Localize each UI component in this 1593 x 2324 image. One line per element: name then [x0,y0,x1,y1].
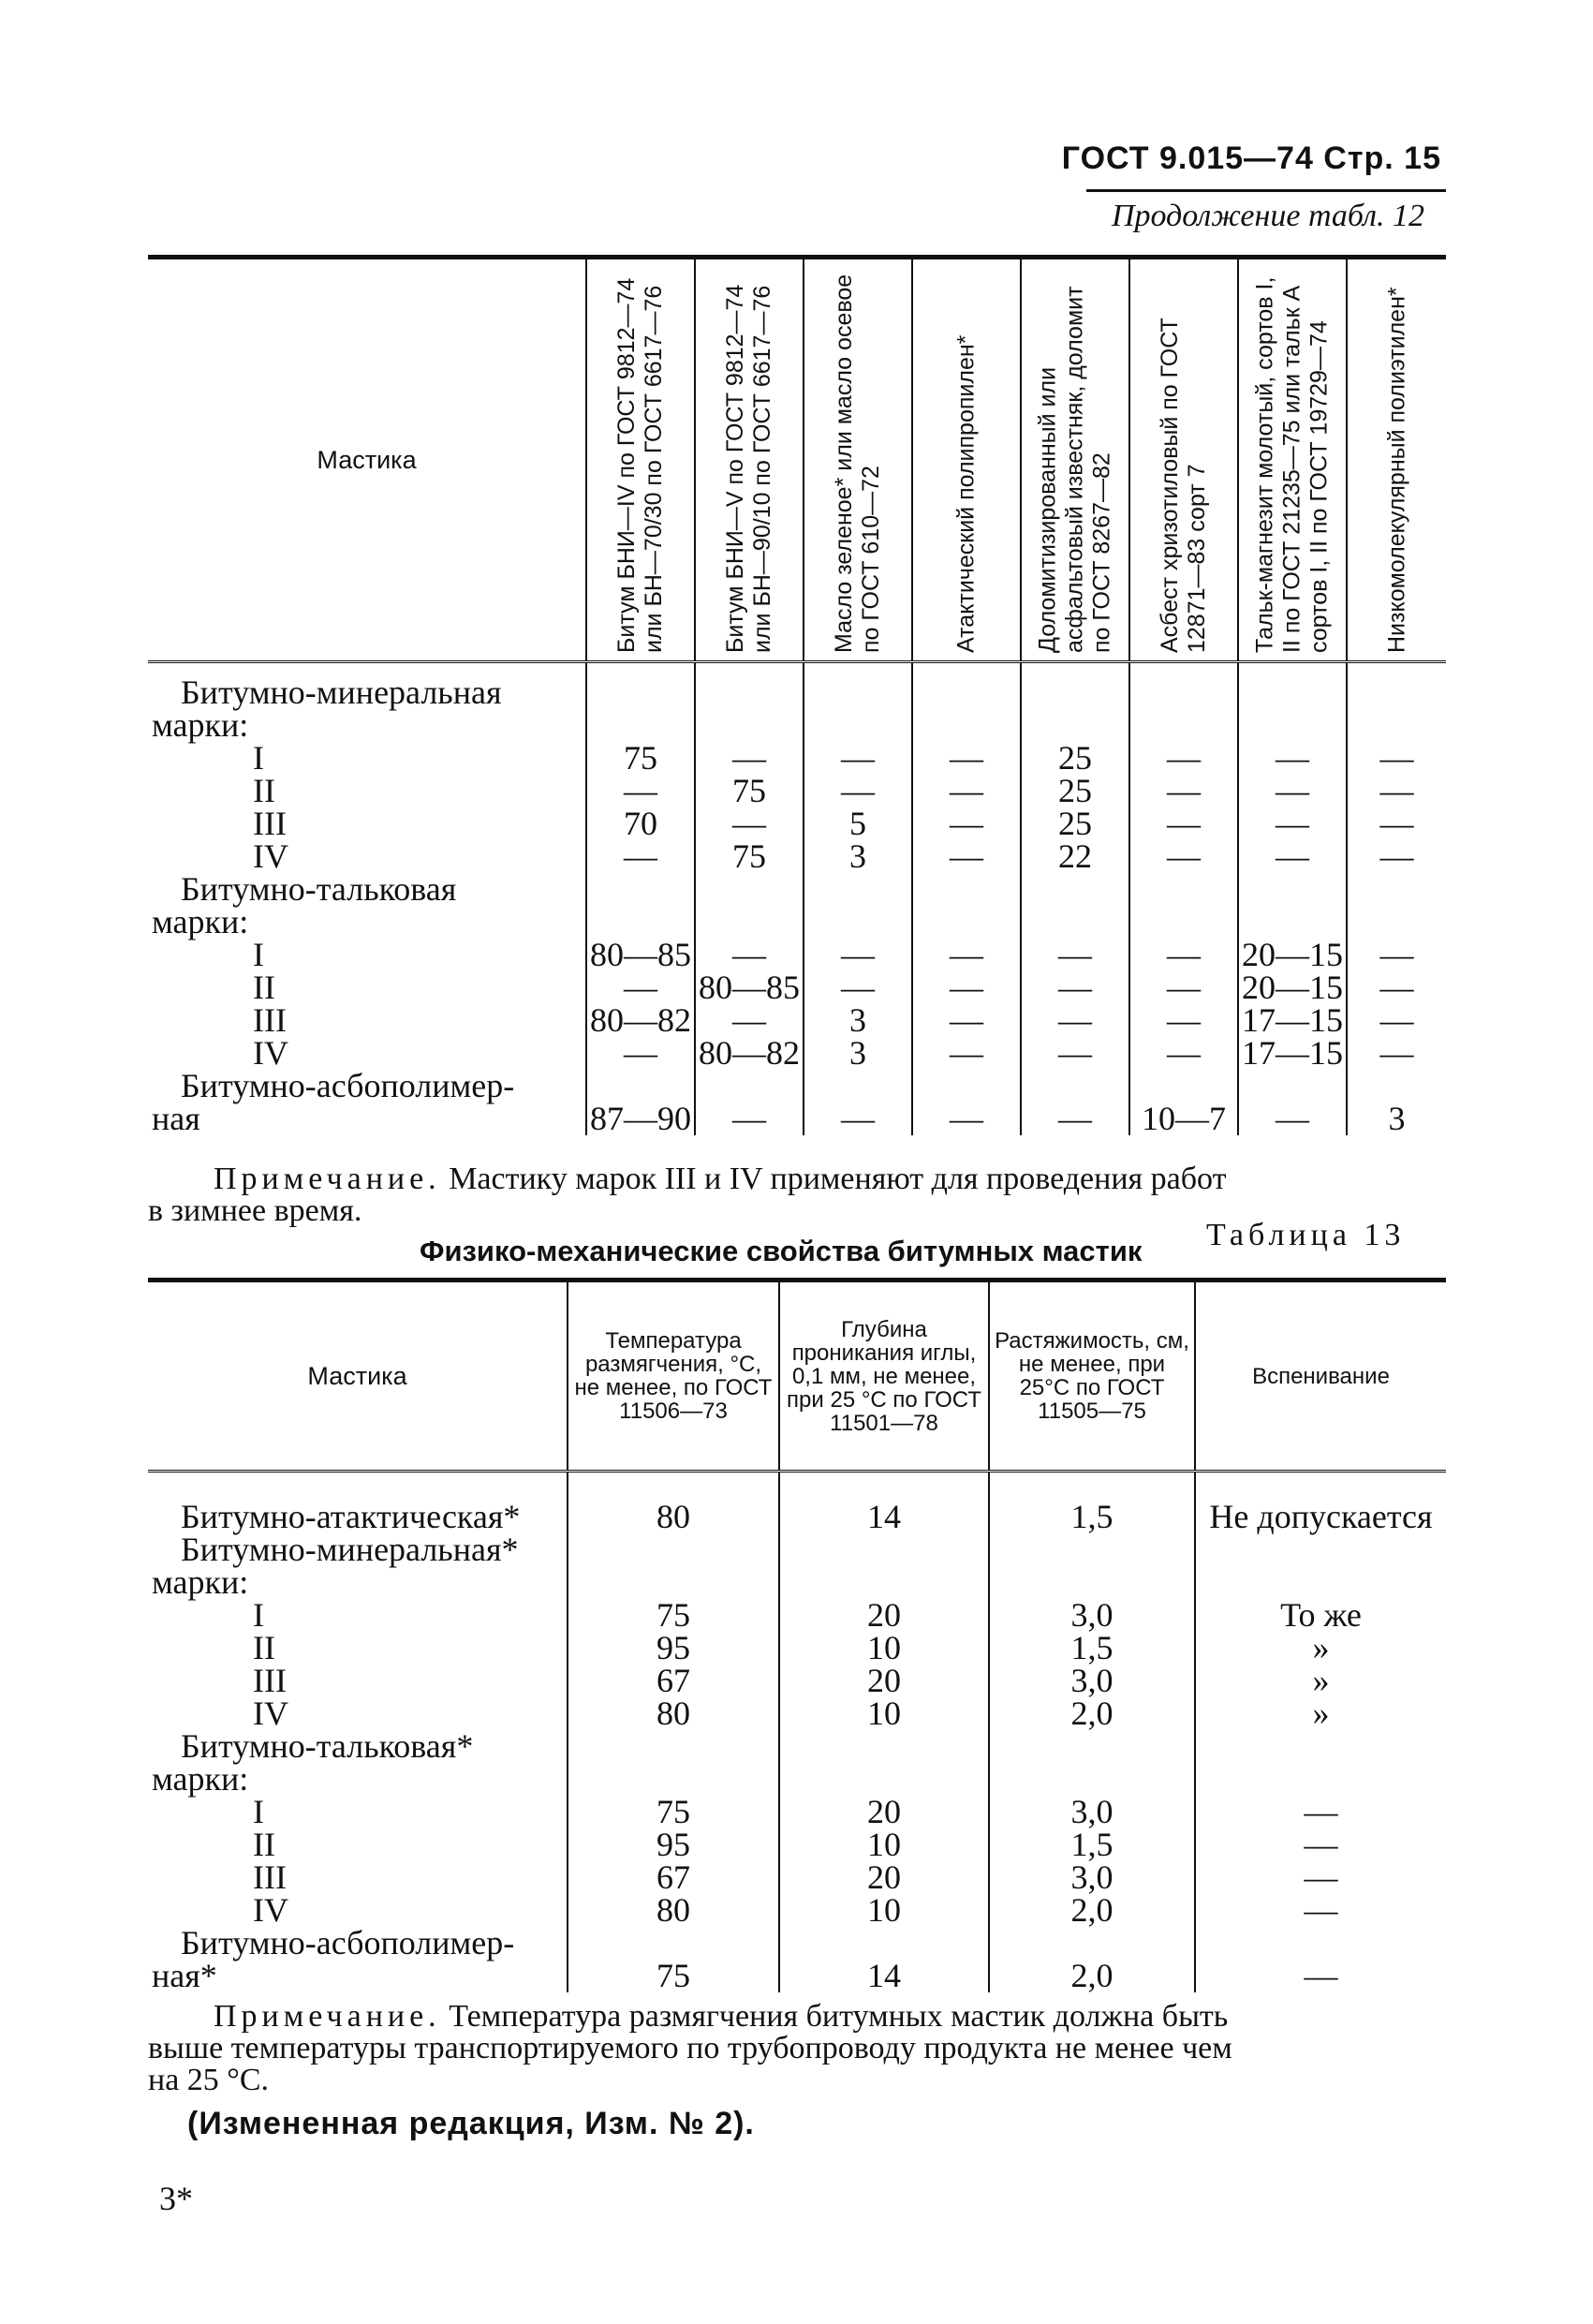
table-cell [1238,676,1347,709]
table-pad-cell [1021,662,1129,677]
running-head: ГОСТ 9.015—74 Стр. 15 [1061,141,1441,176]
table-cell [695,1070,804,1103]
table-row [148,1828,1446,1861]
table-row [148,1927,1446,1960]
table-pad-cell [695,662,804,677]
table-cell: 75 [568,1796,779,1828]
table-cell: — [1347,742,1446,775]
row-label: III [253,805,287,842]
table-cell: — [912,971,1021,1004]
table-13-body [148,1472,1446,1993]
table-pad-cell [586,662,695,677]
table-row [148,775,1446,807]
table-cell: 20 [779,1796,989,1828]
table-12-note [214,1163,1226,1195]
row-label: Битумно-минеральная* [181,1531,519,1568]
table-cell [1238,873,1347,906]
table-cell: — [1195,1861,1446,1894]
table-cell: — [1129,807,1238,840]
table-pad-cell [1195,1472,1446,1502]
table-cell [695,709,804,742]
table-cell: 10 [779,1828,989,1861]
table-cell [1238,1070,1347,1103]
table-cell [1129,906,1238,939]
table-cell: — [1195,1828,1446,1861]
row-label: III [253,1001,287,1039]
table-cell [1129,676,1238,709]
table-cell: 70 [586,807,695,840]
table-cell: — [1021,939,1129,971]
table-cell: — [1195,1796,1446,1828]
table-cell: 67 [568,1665,779,1697]
table-cell: — [1021,1004,1129,1037]
table-cell [695,676,804,709]
table-12-note-cont: в зимнее время. [148,1193,362,1228]
table-row [148,1103,1446,1135]
table-13-title: Физико-механические свойства битумных мастик [420,1235,1143,1267]
table-cell [1195,1763,1446,1796]
table-cell [1238,906,1347,939]
table-12-col-header-text: Масло зеленое* или масло осевое по ГОСТ 610—72 [831,274,884,653]
table-cell [912,676,1021,709]
table-cell [989,1763,1195,1796]
table-cell [586,906,695,939]
row-label: марки: [152,903,249,940]
table-cell: — [695,1004,804,1037]
table-cell: — [1347,840,1446,873]
table-cell [586,709,695,742]
table-cell: 80—85 [586,939,695,971]
table-12-col-header: Мастика [148,258,586,662]
note-text: Мастику марок III и IV применяют для проведения работ [449,1162,1227,1196]
table-cell: 2,0 [989,1894,1195,1927]
table-cell: — [1347,807,1446,840]
table-cell: — [1238,742,1347,775]
table-cell: — [1129,1037,1238,1070]
table-cell: 25 [1021,775,1129,807]
row-label: Битумно-атактическая* [181,1498,521,1535]
table-13-header-row [148,1280,1446,1472]
row-label: ная* [152,1957,217,1994]
table-cell [568,1566,779,1599]
table-13-col-header: Температура размягчения, °С, не менее, по ГОСТ 11506—73 [568,1280,779,1472]
table-12-header-row [148,258,1446,662]
table-cell: — [912,807,1021,840]
table-row [148,1763,1446,1796]
table-cell: — [912,1037,1021,1070]
table-cell [568,1533,779,1566]
table-12-col-header [1238,258,1347,662]
table-cell [989,1927,1195,1960]
table-row [148,1566,1446,1599]
table-cell [779,1566,989,1599]
table-cell [1347,1070,1446,1103]
table-row [148,1796,1446,1828]
table-cell: — [695,807,804,840]
table-cell [1021,873,1129,906]
table-cell: 22 [1021,840,1129,873]
table-cell [568,1927,779,1960]
note-prefix: Примечание. [214,1999,441,2034]
table-cell [912,709,1021,742]
table-13-note-cont: выше температуры транспортируемого по трубопроводу продукта не менее чем [148,2031,1232,2065]
table-row [148,939,1446,971]
table-cell: 3,0 [989,1665,1195,1697]
table-cell: 80 [568,1501,779,1533]
header-rule [1086,189,1446,192]
table-cell: 1,5 [989,1828,1195,1861]
row-label: I [253,936,264,973]
table-13-col-header: Растяжимость, см, не менее, при 25°С по ГОСТ 11505—75 [989,1280,1195,1472]
row-label: марки: [152,1760,249,1798]
table-cell [779,1763,989,1796]
table-12-col-header [695,258,804,662]
table-row [148,1697,1446,1730]
table-cell: — [1129,742,1238,775]
table-pad-cell [148,1472,568,1502]
table-cell: 95 [568,1632,779,1665]
table-cell: — [586,971,695,1004]
table-13-col-header: Вспенивание [1195,1280,1446,1472]
table-cell: 87—90 [586,1103,695,1135]
table-row [148,1501,1446,1533]
table-cell [1021,1070,1129,1103]
row-label: IV [253,1034,288,1072]
table-cell: 20 [779,1599,989,1632]
table-cell: 80 [568,1894,779,1927]
row-label: Битумно-тальковая* [181,1727,474,1765]
table-cell: — [804,971,912,1004]
row-label: II [253,969,275,1006]
table-cell: — [804,1103,912,1135]
row-label: Битумно-асбополимер- [181,1067,515,1104]
table-cell [695,906,804,939]
table-cell: — [586,1037,695,1070]
table-cell [1347,709,1446,742]
row-label: Битумно-минеральная [181,674,502,711]
table-pad-cell [1238,662,1347,677]
table-12-col-header [804,258,912,662]
table-cell [804,709,912,742]
table-13-col-header: Глубина проникания иглы, 0,1 мм, не менее, при 25 °С по ГОСТ 11501—78 [779,1280,989,1472]
table-cell [568,1730,779,1763]
table-row [148,742,1446,775]
table-cell: — [1347,775,1446,807]
table-cell: — [1129,971,1238,1004]
note-prefix: Примечание. [214,1162,441,1196]
table-cell: 75 [695,775,804,807]
table-pad-row [148,1472,1446,1502]
table-pad-cell [779,1472,989,1502]
table-12-col-header [1129,258,1238,662]
table-cell: 25 [1021,742,1129,775]
table-cell: — [1347,1004,1446,1037]
table-cell: — [804,742,912,775]
table-cell: 17—15 [1238,1037,1347,1070]
table-12-col-header-text: Атактический полипропилен* [952,334,980,653]
row-label: IV [253,1695,288,1732]
table-cell: — [912,1103,1021,1135]
table-cell: 3,0 [989,1861,1195,1894]
table-cell [1021,709,1129,742]
table-12-col-header [1347,258,1446,662]
table-cell: 1,5 [989,1501,1195,1533]
table-cell: 17—15 [1238,1004,1347,1037]
table-cell: 20—15 [1238,971,1347,1004]
table-cell: 10 [779,1894,989,1927]
table-cell: 80—85 [695,971,804,1004]
table-cell: — [1021,1037,1129,1070]
table-cell: — [804,775,912,807]
table-cell: 3,0 [989,1599,1195,1632]
table-cell: 10 [779,1697,989,1730]
table-cell [1195,1927,1446,1960]
table-cell: 80—82 [586,1004,695,1037]
table-cell: 14 [779,1960,989,1992]
table-cell: — [695,742,804,775]
table-cell: 20 [779,1665,989,1697]
table-cell [912,873,1021,906]
table-12-body [148,662,1446,1136]
note-text: Температура размягчения битумных мастик должна быть [449,1999,1229,2034]
table-12-col-header-text: Битум БНИ—IV по ГОСТ 9812—74 или БН—70/30 по ГОСТ 6617—76 [613,277,667,653]
table-12-col-header [912,258,1021,662]
table-cell [989,1566,1195,1599]
table-cell: — [695,939,804,971]
table-cell [1195,1533,1446,1566]
table-cell: — [1195,1960,1446,1992]
table-cell: — [1129,1004,1238,1037]
table-cell: 75 [568,1960,779,1992]
table-cell [1129,709,1238,742]
row-label: I [253,1596,264,1634]
table-cell [779,1927,989,1960]
table-cell: 3 [804,1004,912,1037]
table-12 [148,255,1446,1135]
row-label: марки: [152,1563,249,1601]
table-cell: — [586,840,695,873]
table-row [148,1533,1446,1566]
table-row [148,1037,1446,1070]
table-13 [148,1278,1446,1992]
table-row [148,676,1446,709]
table-cell: 3 [1347,1103,1446,1135]
row-label: Битумно-асбополимер- [181,1924,515,1961]
table-cell [1238,709,1347,742]
table-cell [1129,873,1238,906]
table-cell: То же [1195,1599,1446,1632]
table-row [148,1960,1446,1992]
table-cell [912,906,1021,939]
table-cell: — [912,939,1021,971]
table-cell [804,906,912,939]
table-row [148,1894,1446,1927]
table-12-col-header-text: Тальк-магнезит молотый, сортов I, II по ГОСТ 21235—75 или тальк А сортов I, II по ГОСТ 19729—74 [1251,276,1333,653]
table-cell: 3,0 [989,1796,1195,1828]
table-cell: 3 [804,1037,912,1070]
amendment-note: (Измененная редакция, Изм. № 2). [187,2106,755,2141]
continuation-note: Продолжение табл. 12 [1111,199,1424,233]
row-label: ная [152,1100,200,1137]
table-row [148,807,1446,840]
table-cell: 14 [779,1501,989,1533]
table-cell: — [1347,1037,1446,1070]
table-cell: 10 [779,1632,989,1665]
table-cell [1347,873,1446,906]
table-13-note [214,2001,1228,2033]
table-pad-cell [568,1472,779,1502]
table-cell: — [804,939,912,971]
row-label: II [253,1826,275,1863]
table-row [148,971,1446,1004]
table-row [148,873,1446,906]
table-cell: — [1238,1103,1347,1135]
table-cell [1129,1070,1238,1103]
table-cell [586,873,695,906]
table-pad-cell [804,662,912,677]
table-cell [779,1533,989,1566]
table-12-col-header-text: Низкомолекулярный полиэтилен* [1383,287,1409,653]
table-cell: — [1021,1103,1129,1135]
table-row [148,1861,1446,1894]
table-cell: 75 [695,840,804,873]
row-label: IV [253,837,288,875]
table-pad-cell [912,662,1021,677]
table-cell: — [1238,775,1347,807]
table-12-col-header-text: Асбест хризотиловый по ГОСТ 12871—83 сорт 7 [1157,318,1210,653]
table-cell: — [912,1004,1021,1037]
table-cell [586,676,695,709]
table-cell: — [912,742,1021,775]
row-label: IV [253,1891,288,1929]
table-cell: 95 [568,1828,779,1861]
table-row [148,1730,1446,1763]
table-cell [695,873,804,906]
table-13-note-cont: на 25 °С. [148,2063,270,2097]
table-cell [804,1070,912,1103]
row-label: III [253,1858,287,1896]
table-cell: — [1195,1894,1446,1927]
table-cell: — [1129,840,1238,873]
table-cell [779,1730,989,1763]
table-cell: » [1195,1665,1446,1697]
table-cell: — [1021,971,1129,1004]
table-cell: 20 [779,1861,989,1894]
signature-mark: 3* [159,2180,193,2217]
table-cell: — [1347,939,1446,971]
table-cell: » [1195,1697,1446,1730]
row-label: III [253,1662,287,1699]
table-cell: 25 [1021,807,1129,840]
table-row [148,1599,1446,1632]
table-cell [912,1070,1021,1103]
table-cell: 5 [804,807,912,840]
table-13-col-header: Мастика [148,1280,568,1472]
table-pad-cell [1347,662,1446,677]
table-cell [804,676,912,709]
table-12-col-header-text: Битум БНИ—V по ГОСТ 9812—74 или БН—90/10 по ГОСТ 6617—76 [722,284,775,653]
table-cell: — [586,775,695,807]
table-cell: — [912,775,1021,807]
table-cell: 75 [568,1599,779,1632]
table-cell: 2,0 [989,1697,1195,1730]
table-cell [1021,676,1129,709]
table-12-col-header [1021,258,1129,662]
table-cell: 67 [568,1861,779,1894]
table-cell: — [1129,939,1238,971]
table-row [148,709,1446,742]
table-cell: 1,5 [989,1632,1195,1665]
table-cell: Не допускается [1195,1501,1446,1533]
table-12-col-header [586,258,695,662]
table-12-col-header-text: Доломитизированный или асфальтовый известняк, доломит по ГОСТ 8267—82 [1034,286,1115,653]
row-label: I [253,739,264,777]
table-cell: 2,0 [989,1960,1195,1992]
table-cell: — [912,840,1021,873]
table-cell [568,1763,779,1796]
table-cell: 80—82 [695,1037,804,1070]
table-cell [1347,676,1446,709]
row-label: I [253,1793,264,1830]
table-cell [804,873,912,906]
table-row [148,1665,1446,1697]
row-label: II [253,772,275,809]
table-cell: 75 [586,742,695,775]
table-row [148,1070,1446,1103]
table-cell: — [695,1103,804,1135]
table-row [148,906,1446,939]
row-label: Битумно-тальковая [181,870,457,908]
table-row [148,1004,1446,1037]
row-label: II [253,1629,275,1666]
table-cell [1195,1730,1446,1763]
table-row [148,840,1446,873]
table-pad-cell [989,1472,1195,1502]
table-cell: » [1195,1632,1446,1665]
table-cell: 10—7 [1129,1103,1238,1135]
table-cell [586,1070,695,1103]
table-cell: — [1238,840,1347,873]
table-pad-cell [1129,662,1238,677]
table-cell: 80 [568,1697,779,1730]
table-cell [1195,1566,1446,1599]
table-13-label: Таблица 13 [1206,1218,1406,1252]
table-cell: — [1129,775,1238,807]
table-cell [1021,906,1129,939]
table-cell: — [1238,807,1347,840]
table-cell: 20—15 [1238,939,1347,971]
table-cell: 3 [804,840,912,873]
row-label: марки: [152,706,249,744]
table-cell [989,1730,1195,1763]
table-cell: — [1347,971,1446,1004]
table-cell [1347,906,1446,939]
table-cell [989,1533,1195,1566]
table-row [148,1632,1446,1665]
